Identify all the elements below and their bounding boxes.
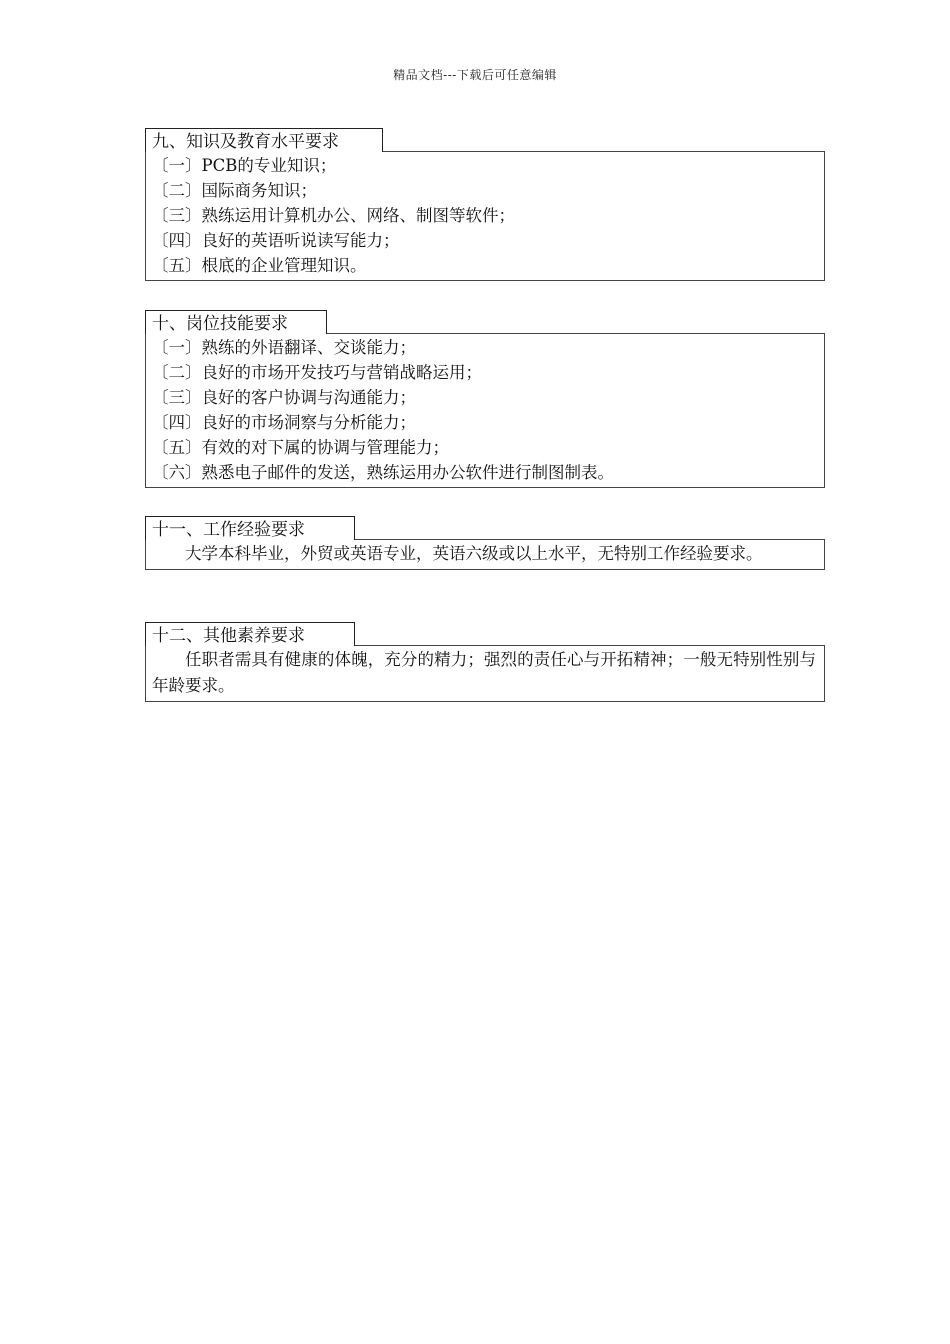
section-job-skills: [145, 310, 825, 488]
list-item: 〔三〕良好的客户协调与沟通能力；: [152, 388, 416, 407]
list-item: 〔一〕熟练的外语翻译、交谈能力；: [152, 338, 416, 357]
list-item: 〔五〕根底的企业管理知识。: [152, 256, 367, 275]
section-work-experience: [145, 516, 825, 570]
list-item: 〔二〕良好的市场开发技巧与营销战略运用；: [152, 363, 482, 382]
list-item: 〔五〕有效的对下属的协调与管理能力；: [152, 438, 449, 457]
list-item: 〔二〕国际商务知识；: [152, 181, 317, 200]
section-title: 十二、其他素养要求: [145, 622, 355, 646]
section-knowledge-education: [145, 128, 825, 281]
list-item: 〔六〕熟悉电子邮件的发送，熟练运用办公软件进行制图制表。: [152, 463, 614, 482]
page-header: 精品文档---下载后可任意编辑: [393, 68, 557, 82]
section-body: 大学本科毕业，外贸或英语专业，英语六级或以上水平，无特别工作经验要求。: [145, 539, 825, 570]
section-body: [145, 333, 825, 488]
section-title: 九、知识及教育水平要求: [145, 128, 383, 152]
section-title: 十、岗位技能要求: [145, 310, 327, 334]
section-body: 任职者需具有健康的体魄，充分的精力；强烈的责任心与开拓精神；一般无特别性别与年龄要求。: [145, 645, 825, 702]
list-item: 〔一〕PCB的专业知识；: [152, 156, 337, 175]
section-title: 十一、工作经验要求: [145, 516, 355, 540]
section-body: [145, 151, 825, 281]
section-other-qualities: [145, 622, 825, 702]
list-item: 〔三〕熟练运用计算机办公、网络、制图等软件；: [152, 206, 515, 225]
list-item: 〔四〕良好的市场洞察与分析能力；: [152, 413, 416, 432]
list-item: 〔四〕良好的英语听说读写能力；: [152, 231, 400, 250]
